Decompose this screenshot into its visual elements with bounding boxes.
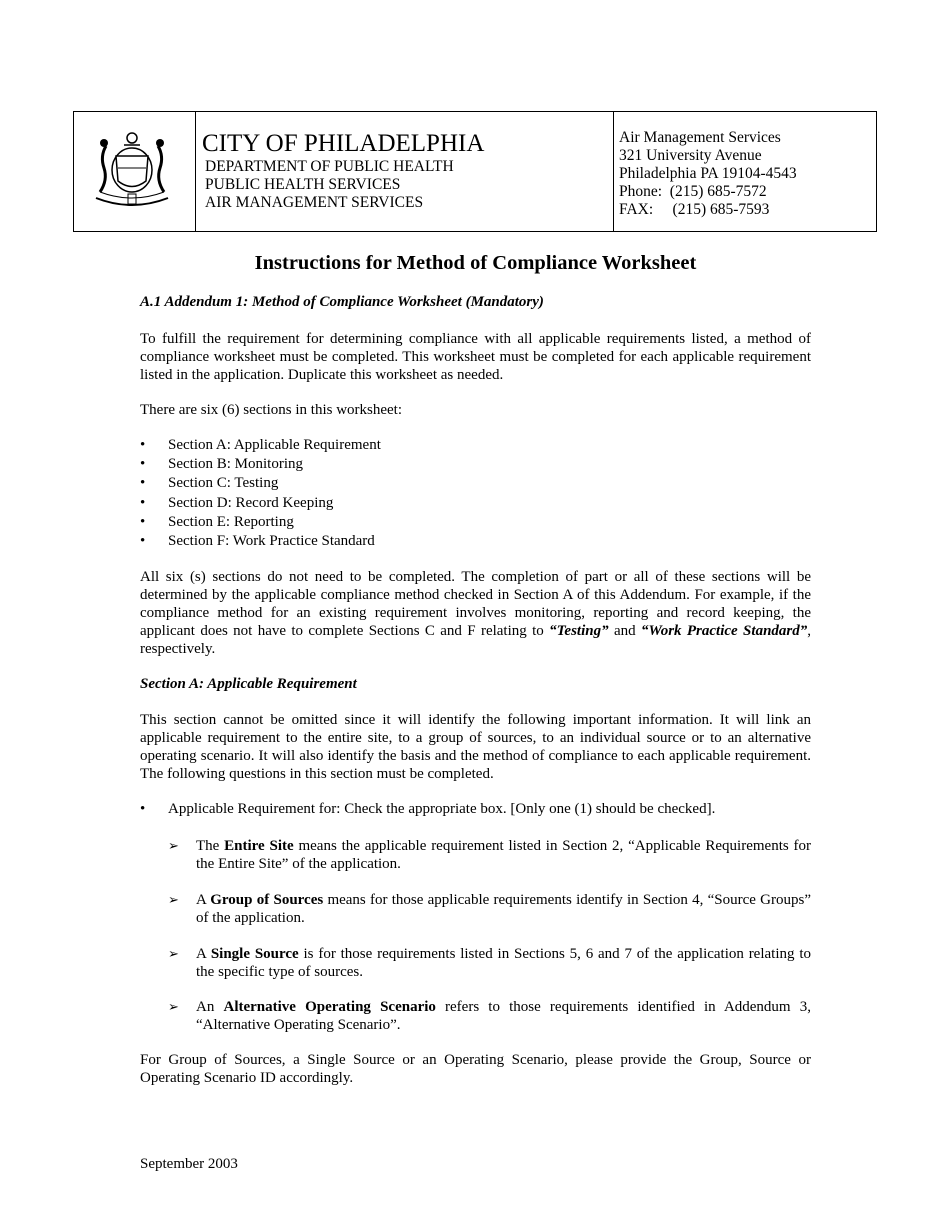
list-item xyxy=(140,513,381,532)
sub-item-term: Alternative Operating Scenario xyxy=(223,999,436,1015)
closing-paragraph: For Group of Sources, a Single Source or an Operating Scenario, please provide the Group, Source or Operating Scenario ID accordingly. xyxy=(140,1052,811,1086)
list-item xyxy=(140,532,381,551)
letterhead-address xyxy=(614,112,876,231)
section-a1-heading: A.1 Addendum 1: Method of Compliance Worksheet (Mandatory) xyxy=(140,294,544,310)
address-line: 321 University Avenue xyxy=(619,147,762,164)
dept-line: DEPARTMENT OF PUBLIC HEALTH xyxy=(205,158,454,175)
sub-item-term: Group of Sources xyxy=(210,892,324,908)
bullet-icon: • xyxy=(140,475,146,492)
list-item xyxy=(140,494,381,513)
city-seal-icon xyxy=(86,126,178,212)
sub-item-text: refers to those requirements identified in Addendum 3, “Alternative Operating Scenario”. xyxy=(196,999,811,1033)
bullet-icon: • xyxy=(140,533,146,550)
list-item xyxy=(140,474,381,493)
bullet-icon: • xyxy=(140,456,146,473)
seal-cell xyxy=(74,112,196,231)
sub-item-single-source xyxy=(168,945,811,981)
sub-item-alternative-scenario xyxy=(168,998,811,1034)
dept-line: AIR MANAGEMENT SERVICES xyxy=(205,194,424,211)
completion-text: and xyxy=(608,623,641,639)
arrow-bullet-icon: ➢ xyxy=(168,838,179,853)
list-item-text: Section F: Work Practice Standard xyxy=(168,533,375,550)
list-item xyxy=(140,436,381,455)
applicable-requirement-text: Applicable Requirement for: Check the appropriate box. [Only one (1) should be checked]. xyxy=(168,801,716,817)
page-title: Instructions for Method of Compliance Worksheet xyxy=(254,252,697,274)
sub-item-text: A xyxy=(196,946,211,962)
fax-line: FAX: (215) 685-7593 xyxy=(619,201,770,218)
letterhead-agency xyxy=(196,112,614,231)
arrow-bullet-icon: ➢ xyxy=(168,892,179,907)
work-practice-emphasis: “Work Practice Standard” xyxy=(640,623,808,639)
city-name: CITY OF PHILADELPHIA xyxy=(202,130,485,157)
sub-item-text: is for those requirements listed in Sections 5, 6 and 7 of the application relating to the specific type of sources. xyxy=(196,946,811,980)
bullet-icon: • xyxy=(140,494,146,511)
section-a-paragraph: This section cannot be omitted since it will identify the following important information. It will link an applicable requirement to the entire site, to a group of sources, to an individual source or to an alternative operating scenario. It will also identify the basis and the method of compliance to each applicable requirement. The following questions in this section must be completed. xyxy=(140,712,811,782)
sections-list xyxy=(140,436,381,551)
section-a-heading: Section A: Applicable Requirement xyxy=(140,676,357,692)
address-line: Air Management Services xyxy=(619,129,781,146)
list-item xyxy=(140,455,381,474)
intro-paragraph: To fulfill the requirement for determining compliance with all applicable requirements listed, a method of compliance worksheet must be completed. This worksheet must be completed for each applicable requirement listed in the application. Duplicate this worksheet as needed. xyxy=(140,331,811,383)
list-item-text: Section D: Record Keeping xyxy=(168,494,334,511)
list-item-text: Section C: Testing xyxy=(168,475,279,492)
phone-line: Phone: (215) 685-7572 xyxy=(619,183,767,200)
footer-date: September 2003 xyxy=(140,1156,238,1172)
completion-text: , respectively. xyxy=(140,623,811,657)
list-item-text: Section A: Applicable Requirement xyxy=(168,437,381,453)
sub-item-term: Single Source xyxy=(210,946,299,962)
applicable-requirement-bullet xyxy=(140,800,811,818)
sub-item-text: means the applicable requirement listed in Section 2, “Applicable Requirements for the Entire Site” of the application. xyxy=(196,838,812,872)
bullet-icon: • xyxy=(140,437,146,453)
sub-item-entire-site xyxy=(168,837,811,873)
dept-line: PUBLIC HEALTH SERVICES xyxy=(205,176,401,193)
completion-paragraph xyxy=(140,568,811,658)
arrow-bullet-icon: ➢ xyxy=(168,999,179,1014)
list-item-text: Section B: Monitoring xyxy=(168,456,303,473)
testing-emphasis: “Testing” xyxy=(549,623,609,639)
sub-item-text: The xyxy=(196,838,225,854)
letterhead xyxy=(73,111,877,232)
completion-text: All six (s) sections do not need to be completed. The completion of part or all of these sections will be determined by the applicable compliance method checked in Section A of this Addendum. For example, if the compliance method for an existing requirement involves monitoring, reporting and record keeping, the applicant does not have to complete Sections C and F relating to xyxy=(140,569,811,639)
sub-item-term: Entire Site xyxy=(224,838,294,854)
sub-item-text: means for those applicable requirements identify in Section 4, “Source Groups” of the application. xyxy=(196,892,811,926)
arrow-bullet-icon: ➢ xyxy=(168,946,179,961)
address-line: Philadelphia PA 19104-4543 xyxy=(619,165,797,182)
sub-item-text: A xyxy=(196,892,211,908)
sub-item-text: An xyxy=(196,999,224,1015)
sections-intro: There are six (6) sections in this worksheet: xyxy=(140,402,403,418)
bullet-icon: • xyxy=(140,513,146,530)
bullet-icon: • xyxy=(140,801,146,817)
sub-item-group-of-sources xyxy=(168,891,811,927)
list-item-text: Section E: Reporting xyxy=(168,513,294,530)
